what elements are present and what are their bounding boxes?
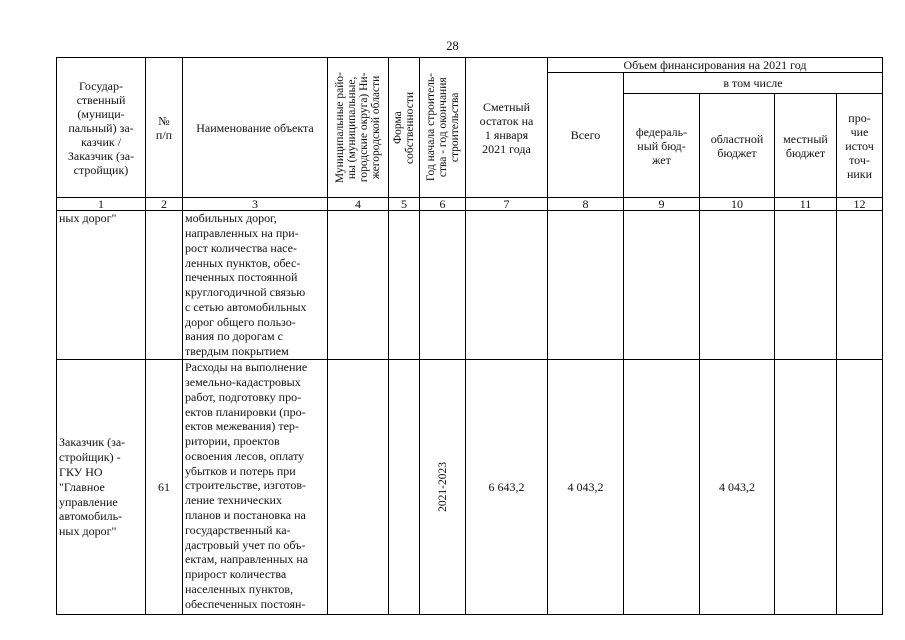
table-row <box>57 360 883 615</box>
header-number: № п/п <box>146 58 183 198</box>
header-years-text: Год начала строитель- ства - год окончания строительства <box>424 73 461 182</box>
cell-federal <box>624 211 700 360</box>
cell-estimated-balance: 6 643,2 <box>466 360 548 615</box>
cell-other <box>837 211 883 360</box>
column-number: 10 <box>700 198 775 211</box>
column-number: 1 <box>57 198 146 211</box>
header-regional: областной бюджет <box>700 94 775 198</box>
cell-years-text: 2021-2023 <box>436 462 449 513</box>
header-funding-group: Объем финансирования на 2021 год <box>548 58 883 73</box>
column-number: 2 <box>146 198 183 211</box>
cell-ownership <box>389 360 420 615</box>
cell-total <box>548 211 624 360</box>
cell-ownership <box>389 211 420 360</box>
header-municipalities-text: Муниципальные райо- ны (муниципальные, городские округа) Ни- жегородской области <box>334 72 382 184</box>
cell-other <box>837 360 883 615</box>
cell-years <box>420 360 466 615</box>
column-number: 9 <box>624 198 700 211</box>
column-number: 8 <box>548 198 624 211</box>
column-number: 12 <box>837 198 883 211</box>
column-number: 7 <box>466 198 548 211</box>
header-other: про- чие источ точ- ники <box>837 94 883 198</box>
cell-estimated-balance <box>466 211 548 360</box>
header-total: Всего <box>548 73 624 198</box>
column-number: 4 <box>328 198 389 211</box>
cell-number <box>146 211 183 360</box>
header-object-name: Наименование объекта <box>183 58 328 198</box>
cell-customer: ных дорог" <box>57 211 146 360</box>
header-years <box>420 58 466 198</box>
header-ownership <box>389 58 420 198</box>
column-number-row <box>57 198 883 211</box>
cell-federal <box>624 360 700 615</box>
page-number: 28 <box>446 39 459 53</box>
header-including: в том числе <box>624 73 883 94</box>
header-customer: Государ- ственный (муници- пальный) за- казчик / Заказчик (за- стройщик) <box>57 58 146 198</box>
header-estimated-balance: Сметный остаток на 1 января 2021 года <box>466 58 548 198</box>
header-ownership-text: Форма собственности <box>392 91 416 164</box>
financing-table <box>56 57 883 615</box>
column-number: 3 <box>183 198 328 211</box>
cell-years <box>420 211 466 360</box>
cell-regional: 4 043,2 <box>700 360 775 615</box>
header-municipalities <box>328 58 389 198</box>
cell-municipalities <box>328 211 389 360</box>
cell-total: 4 043,2 <box>548 360 624 615</box>
cell-local <box>775 360 837 615</box>
cell-number: 61 <box>146 360 183 615</box>
column-number: 11 <box>775 198 837 211</box>
cell-regional <box>700 211 775 360</box>
column-number: 5 <box>389 198 420 211</box>
header-federal: федераль- ный бюд- жет <box>624 94 700 198</box>
cell-local <box>775 211 837 360</box>
header-local: местный бюджет <box>775 94 837 198</box>
cell-object-name: Расходы на выполнение земельно-кадастровых работ, подготовку про- ектов планировки (про- ектов межевания) тер- ритории, проектов освоения лесов, оплату убытков и потерь при строительстве, изготов- ление технических планов и постановка на государственный ка- дастровый учет по объ- ектам, направленных на прирост количества населенных пунктов, обеспеченных постоян- <box>183 360 328 615</box>
header-row <box>57 58 883 73</box>
column-number: 6 <box>420 198 466 211</box>
cell-municipalities <box>328 360 389 615</box>
table-row <box>57 211 883 360</box>
cell-object-name: мобильных дорог, направленных на при- рост количества насе- ленных пунктов, обес- печенных постоянной круглогодичной связью с сетью автомобильных дорог общего пользо- вания по дорогам с твердым покрытием <box>183 211 328 360</box>
cell-customer: Заказчик (за- стройщик) - ГКУ НО "Главное управление автомобиль- ных дорог" <box>57 360 146 615</box>
